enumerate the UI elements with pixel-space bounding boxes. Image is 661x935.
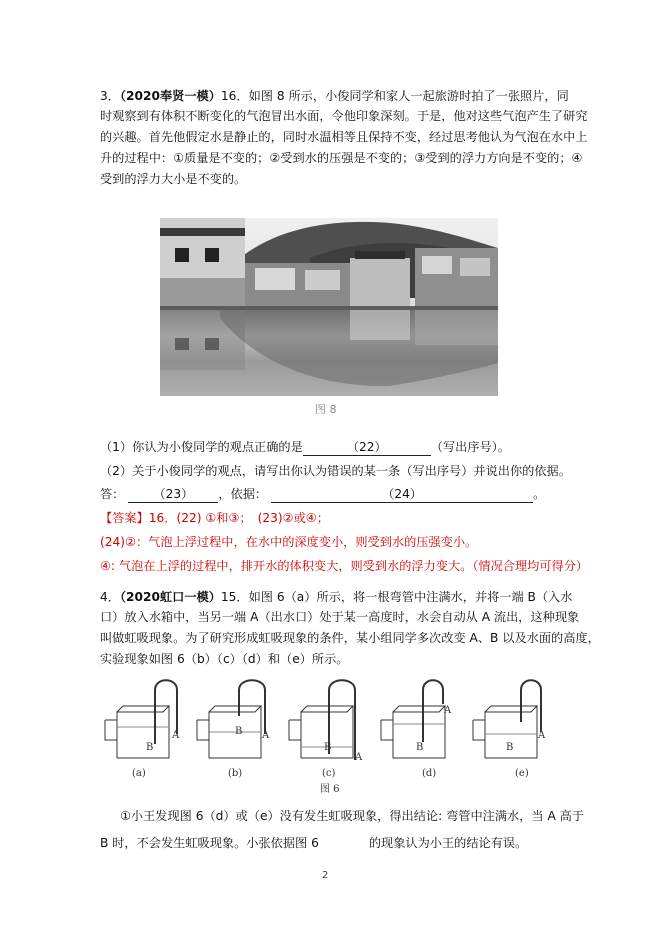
q4-source: （2020虹口一模） bbox=[119, 590, 221, 604]
q4-para-2 bbox=[100, 832, 527, 853]
q4-line-2: 口）放入水箱中，当另一端 A（出水口）处于某一高度时，水会自动从 A 流出，这种现象 bbox=[100, 610, 580, 624]
q3-line-2: 时观察到有体积不断变化的气泡冒出水面，令他印象深刻。于是，他对这些气泡产生了研究 bbox=[100, 109, 588, 123]
q3-sub1 bbox=[100, 437, 510, 457]
q3-sub1-suffix: （写出序号）。 bbox=[430, 440, 510, 454]
q3-line-3: 的兴趣。首先他假定水是静止的，同时水温相等且保持不变，经过思考他认为气泡在水中上 bbox=[100, 130, 588, 144]
blank-24: （24） bbox=[271, 487, 533, 503]
answer-key-3: ④: 气泡在上浮的过程中，排开水的体积变大，则受到水的浮力变大。（情况合理均可得分） bbox=[100, 559, 589, 573]
q3-line-4: 升的过程中：①质量是不变的；②受到水的压强是不变的；③受到的浮力方向是不变的；④ bbox=[100, 151, 583, 165]
answer-key-1: 【答案】16．(22) ①和③； (23)②或④； bbox=[100, 511, 329, 525]
panel-a-label: (a) bbox=[132, 768, 146, 779]
label-b-b: B bbox=[235, 726, 243, 737]
blank-22: （22） bbox=[303, 440, 431, 456]
siphon-figure bbox=[95, 672, 565, 772]
lake-village-photo bbox=[160, 218, 498, 396]
q3-number: 3． bbox=[100, 89, 120, 103]
q4-line-3: 叫做虹吸现象。为了研究形成虹吸现象的条件，某小组同学多次改变 A、B 以及水面的高度， bbox=[100, 631, 600, 645]
q3-sub1-prefix: （1）你认为小俊同学的观点正确的是 bbox=[100, 440, 303, 454]
q3-answer-line bbox=[100, 484, 545, 504]
answer-suffix: 。 bbox=[533, 487, 546, 501]
label-a-d: A bbox=[444, 705, 452, 716]
q3-source: （2020奉贤一模） bbox=[119, 89, 221, 103]
q4-para-2b: 的现象认为小王的结论有误。 bbox=[368, 836, 528, 850]
q3-text-1: 16．如图 8 所示，小俊同学和家人一起旅游时拍了一张照片，同 bbox=[220, 89, 569, 103]
q4-number: 4． bbox=[100, 590, 120, 604]
label-b-a: B bbox=[146, 742, 154, 753]
q3-line-1 bbox=[100, 86, 569, 106]
q4-text-1: 15．如图 6（a）所示，将一根弯管中注满水，并将一端 B（入水 bbox=[220, 590, 573, 604]
q4-para-gap bbox=[319, 832, 369, 847]
panel-c-label: (c) bbox=[322, 768, 336, 779]
figure-6-caption: 图 6 bbox=[320, 784, 340, 795]
siphon-tank-b bbox=[197, 680, 265, 758]
answer-mid: ，依据： bbox=[218, 487, 268, 501]
panel-d-label: (d) bbox=[422, 768, 437, 779]
q4-para-2a: B 时，不会发生虹吸现象。小张依据图 6 bbox=[100, 836, 319, 850]
q4-para-1: ①小王发现图 6（d）或（e）没有发生虹吸现象，得出结论: 弯管中注满水，当 A 高于 bbox=[120, 809, 585, 823]
label-b-d: B bbox=[416, 742, 424, 753]
label-b-c: B bbox=[324, 742, 332, 753]
label-a-a: A bbox=[172, 730, 180, 741]
panel-e-label: (e) bbox=[515, 768, 529, 779]
q4-line-4: 实验现象如图 6（b）（c）（d）和（e）所示。 bbox=[100, 652, 349, 666]
figure-8-caption: 图 8 bbox=[315, 403, 337, 416]
page-number: 2 bbox=[322, 870, 329, 881]
answer-prefix: 答： bbox=[100, 487, 125, 501]
panel-b-label: (b) bbox=[228, 768, 243, 779]
siphon-tank-c bbox=[289, 680, 355, 760]
siphon-tank-a bbox=[105, 680, 180, 758]
q3-sub2: （2）关于小俊同学的观点，请写出你认为错误的某一条（写出序号）并说出你的依据。 bbox=[100, 464, 571, 478]
label-b-e: B bbox=[506, 742, 514, 753]
blank-23: （23） bbox=[128, 487, 218, 503]
label-a-b: A bbox=[262, 730, 270, 741]
answer-key-2: (24)②：气泡上浮过程中，在水中的深度变小，则受到水的压强变小。 bbox=[100, 535, 478, 549]
siphon-tank-d bbox=[381, 680, 445, 758]
label-a-e: A bbox=[538, 730, 546, 741]
label-a-c: A bbox=[355, 752, 363, 763]
q4-line-1 bbox=[100, 587, 572, 607]
q3-line-5: 受到的浮力大小是不变的。 bbox=[100, 172, 247, 186]
